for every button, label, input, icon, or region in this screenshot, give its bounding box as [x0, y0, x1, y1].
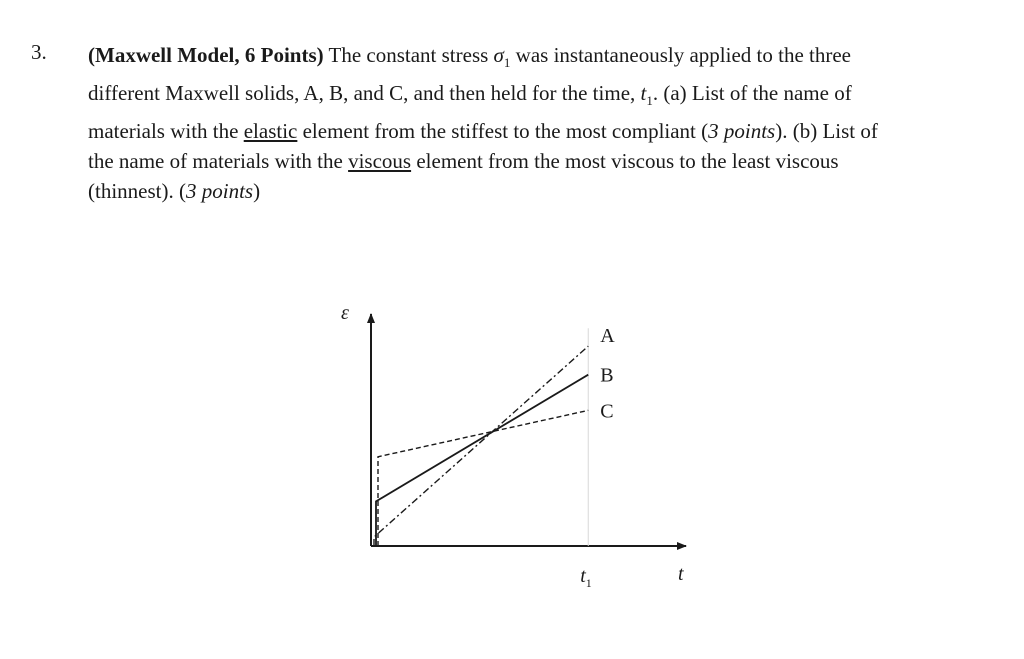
question-line-4: the name of materials with the viscous element from the most viscous to the least viscous	[88, 149, 839, 173]
elastic-word: elastic	[243, 119, 298, 143]
question-number: 3.	[31, 40, 47, 64]
x-axis-label: t	[678, 563, 684, 585]
question-line-1: (Maxwell Model, 6 Points) The constant stress $\sigma_1$ was instantaneously applied to the three	[88, 43, 851, 70]
question-line-3: materials with the elastic element from the stiffest to the most compliant (3 points). (b) List of	[88, 119, 878, 143]
sigma-symbol: $\sigma_1$	[493, 43, 511, 70]
question-line-5: (thinnest). (3 points)	[88, 179, 261, 203]
series-c-line	[378, 410, 588, 546]
series-layer	[374, 325, 615, 546]
series-b-line	[376, 375, 588, 546]
series-b-label: B	[600, 364, 614, 387]
t1-symbol: $t_1$	[640, 81, 653, 108]
viscous-word: viscous	[348, 149, 412, 173]
points-b: 3 points	[185, 179, 254, 203]
y-axis-label: ε	[341, 302, 349, 324]
question-line-2: different Maxwell solids, A, B, and C, and then held for the time, $t_1$. (a) List of the name of	[88, 81, 852, 108]
series-a-line	[374, 346, 588, 546]
t1-tick-label: $t_1$	[580, 565, 592, 590]
question-title: (Maxwell Model, 6 Points)	[88, 43, 324, 67]
series-c-label: C	[600, 400, 614, 423]
points-a: 3 points	[708, 119, 776, 143]
series-a-label: A	[600, 325, 615, 348]
